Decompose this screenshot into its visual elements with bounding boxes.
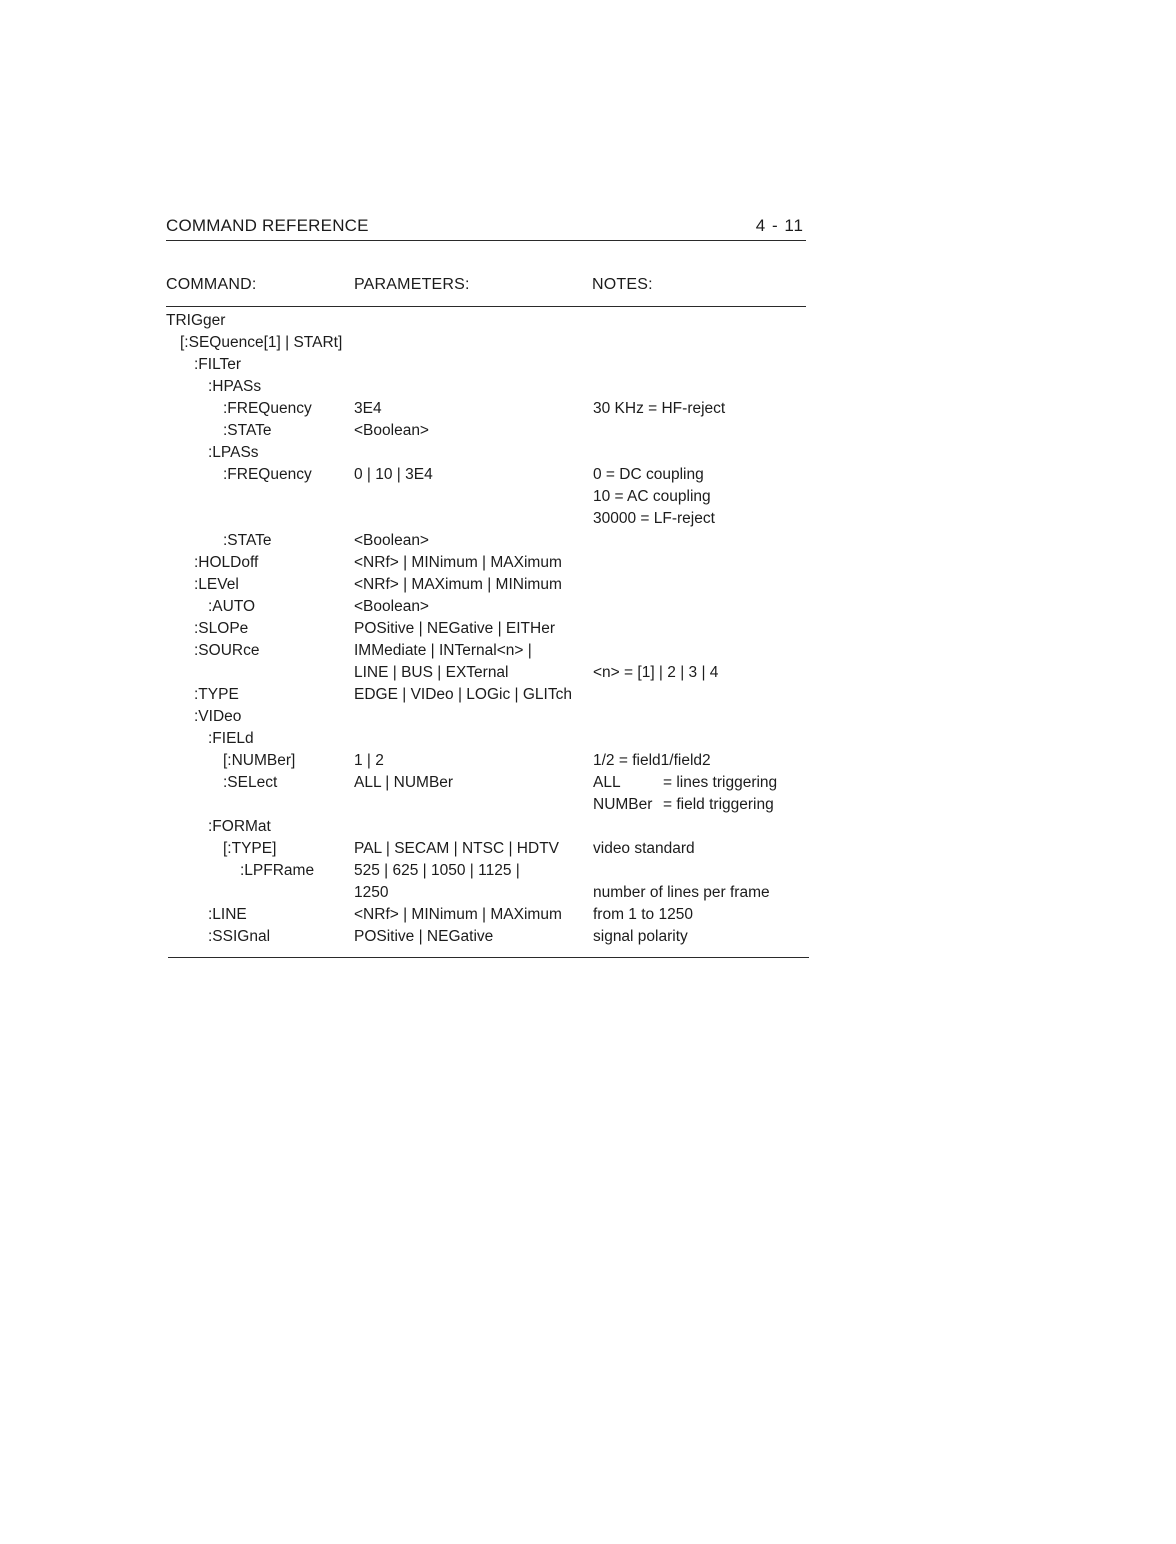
parameters-cell: 0 | 10 | 3E4 bbox=[354, 466, 433, 483]
command-cell: :FIELd bbox=[208, 730, 254, 747]
command-cell: :HPASs bbox=[208, 378, 262, 395]
table-row bbox=[166, 574, 808, 596]
table-row bbox=[166, 904, 808, 926]
table-row bbox=[166, 376, 808, 398]
command-cell: [:NUMBer] bbox=[223, 752, 296, 769]
table-row bbox=[166, 772, 808, 794]
command-cell: :SSIGnal bbox=[208, 928, 271, 945]
column-header-command: COMMAND: bbox=[166, 276, 257, 293]
notes-cell: 30 KHz = HF-reject bbox=[593, 400, 726, 417]
table-row bbox=[166, 750, 808, 772]
table-row bbox=[166, 882, 808, 904]
table-row bbox=[166, 464, 808, 486]
command-cell: :LEVel bbox=[194, 576, 239, 593]
command-cell: :FREQuency bbox=[223, 466, 312, 483]
table-row bbox=[166, 530, 808, 552]
parameters-cell: <NRf> | MAXimum | MINimum bbox=[354, 576, 562, 593]
command-cell: [:TYPE] bbox=[223, 840, 277, 857]
parameters-cell: PAL | SECAM | NTSC | HDTV bbox=[354, 840, 559, 857]
command-cell: :SOURce bbox=[194, 642, 260, 659]
notes-cell: signal polarity bbox=[593, 928, 688, 945]
column-header-notes: NOTES: bbox=[592, 276, 653, 293]
table-row bbox=[166, 728, 808, 750]
table-row bbox=[166, 618, 808, 640]
table-row bbox=[166, 684, 808, 706]
table-row bbox=[166, 706, 808, 728]
table-row bbox=[166, 596, 808, 618]
parameters-cell: IMMediate | INTernal<n> | bbox=[354, 642, 532, 659]
table-row bbox=[166, 816, 808, 838]
notes-key: ALL bbox=[593, 774, 621, 791]
table-row bbox=[166, 838, 808, 860]
table-row bbox=[166, 860, 808, 882]
notes-cell: 0 = DC coupling bbox=[593, 466, 704, 483]
table-row bbox=[166, 354, 808, 376]
command-cell: :LPFRame bbox=[240, 862, 315, 879]
command-cell: :AUTO bbox=[208, 598, 256, 615]
notes-cell: <n> = [1] | 2 | 3 | 4 bbox=[593, 664, 719, 681]
command-cell: :STATe bbox=[223, 532, 272, 549]
notes-cell: from 1 to 1250 bbox=[593, 906, 693, 923]
parameters-cell: ALL | NUMBer bbox=[354, 774, 454, 791]
command-cell: [:SEQuence[1] | STARt] bbox=[180, 334, 343, 351]
parameters-cell: <Boolean> bbox=[354, 532, 429, 549]
notes-key: NUMBer bbox=[593, 796, 653, 813]
table-row bbox=[166, 398, 808, 420]
command-cell: :HOLDoff bbox=[194, 554, 259, 571]
table-row bbox=[166, 662, 808, 684]
table-row bbox=[166, 420, 808, 442]
notes-cell bbox=[593, 794, 774, 816]
notes-cell: 1/2 = field1/field2 bbox=[593, 752, 711, 769]
table-row bbox=[166, 794, 808, 816]
notes-value: = lines triggering bbox=[663, 774, 778, 791]
command-cell: :VIDeo bbox=[194, 708, 242, 725]
page-number: 4 - 11 bbox=[755, 216, 804, 235]
table-row bbox=[166, 508, 808, 530]
table-row bbox=[166, 332, 808, 354]
command-cell: :SLOPe bbox=[194, 620, 249, 637]
notes-cell: number of lines per frame bbox=[593, 884, 770, 901]
notes-value: = field triggering bbox=[663, 796, 774, 813]
page-header bbox=[166, 214, 806, 241]
command-cell: :LINE bbox=[208, 906, 247, 923]
notes-cell: 10 = AC coupling bbox=[593, 488, 711, 505]
command-cell: :FREQuency bbox=[223, 400, 312, 417]
table-header bbox=[166, 272, 806, 307]
notes-cell: video standard bbox=[593, 840, 695, 857]
parameters-cell: EDGE | VIDeo | LOGic | GLITch bbox=[354, 686, 572, 703]
section-title: COMMAND REFERENCE bbox=[166, 216, 369, 235]
command-cell: :SELect bbox=[223, 774, 278, 791]
command-table bbox=[166, 310, 808, 948]
command-cell: :TYPE bbox=[194, 686, 239, 703]
parameters-cell: <Boolean> bbox=[354, 598, 429, 615]
table-row bbox=[166, 552, 808, 574]
parameters-cell: 525 | 625 | 1050 | 1125 | bbox=[354, 862, 520, 879]
command-cell: :LPASs bbox=[208, 444, 259, 461]
parameters-cell: <NRf> | MINimum | MAXimum bbox=[354, 906, 562, 923]
parameters-cell: POSitive | NEGative bbox=[354, 928, 494, 945]
parameters-cell: 1250 bbox=[354, 884, 389, 901]
column-header-parameters: PARAMETERS: bbox=[354, 276, 470, 293]
table-row bbox=[166, 486, 808, 508]
table-row bbox=[166, 926, 808, 948]
parameters-cell: POSitive | NEGative | EITHer bbox=[354, 620, 555, 637]
notes-cell bbox=[593, 772, 777, 794]
command-cell: :FORMat bbox=[208, 818, 271, 835]
command-cell: TRIGger bbox=[166, 312, 226, 329]
command-cell: :STATe bbox=[223, 422, 272, 439]
parameters-cell: 1 | 2 bbox=[354, 752, 384, 769]
table-row bbox=[166, 310, 808, 332]
parameters-cell: 3E4 bbox=[354, 400, 382, 417]
parameters-cell: LINE | BUS | EXTernal bbox=[354, 664, 509, 681]
table-bottom-rule bbox=[168, 957, 809, 958]
table-row bbox=[166, 442, 808, 464]
command-cell: :FILTer bbox=[194, 356, 242, 373]
notes-cell: 30000 = LF-reject bbox=[593, 510, 715, 527]
parameters-cell: <Boolean> bbox=[354, 422, 429, 439]
table-row bbox=[166, 640, 808, 662]
parameters-cell: <NRf> | MINimum | MAXimum bbox=[354, 554, 562, 571]
